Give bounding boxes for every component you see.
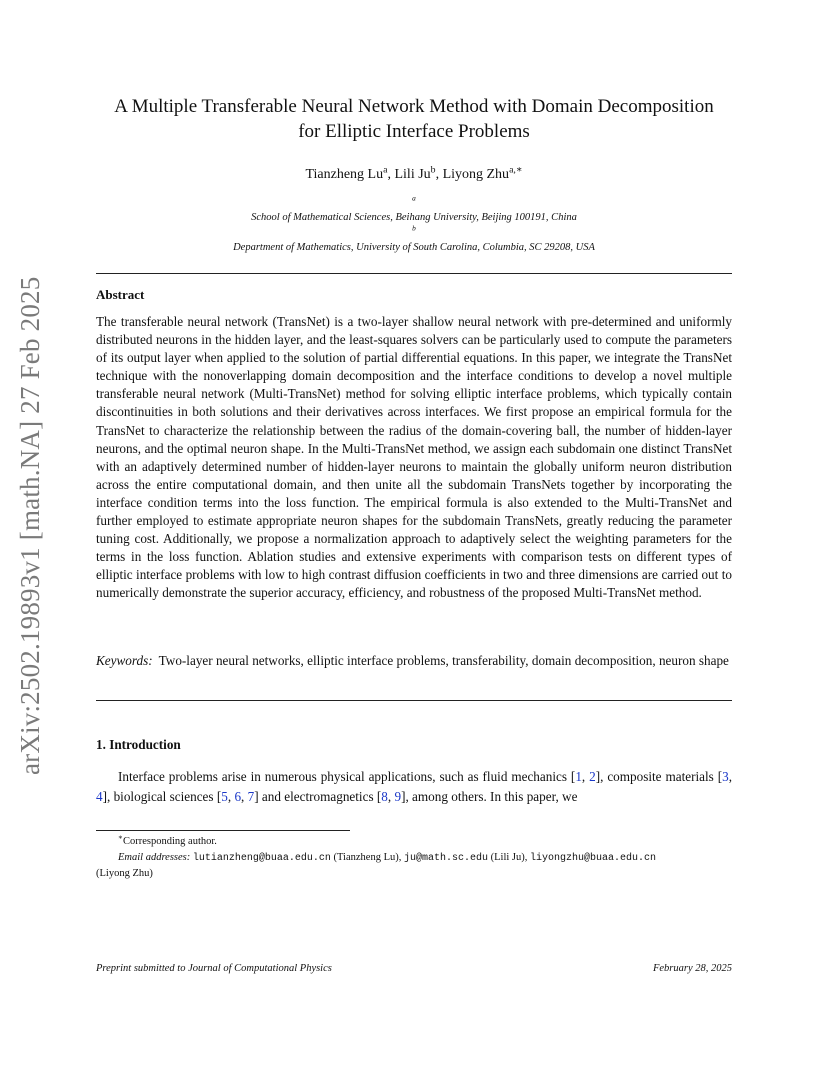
footer-preprint-note: Preprint submitted to Journal of Computational Physics	[96, 963, 332, 974]
citation-link[interactable]: 8	[381, 788, 388, 804]
author-name: Lili Ju	[394, 167, 431, 182]
footnote-text: Corresponding author.	[123, 836, 217, 847]
affiliation-line	[96, 225, 732, 255]
author-list: Tianzheng Lu$^a$, Lili Ju$^b$, Liyong Zhu$^{a,∗}$	[305, 164, 523, 182]
abstract-text: The transferable neural network (TransNet) is a two-layer shallow neural network with pre-determined and uniformly distributed neurons in the hidden layer, and the least-squares solvers can be particularly used to compute the parameters of its output layer when applied to the solution of partial differential equations. In this paper, we integrate the TransNet technique with the nonoverlapping domain decomposition and the interface conditions to develop a novel multiple transferable neural network (Multi-TransNet) method for solving elliptic interface problems, which typically contain discontinuities in both solutions and their derivatives across interfaces. We first propose an empirical formula for the TransNet to characterize the relationship between the radius of the domain-covering ball, the number of hidden-layer neurons, and the optimal neuron shape. In the Multi-TransNet method, we assign each subdomain one distinct TransNet with an adaptively determined number of hidden-layer neurons to maintain the globally uniform neuron distribution across the entire computational domain, and then unite all the subdomain TransNets together by incorporating the interface condition terms into the loss function. The empirical formula is also extended to the Multi-TransNet and further employed to estimate appropriate neuron shapes for the subdomain TransNets, greatly reducing the parameter tuning cost. Additionally, we propose a normalization approach to adaptively select the weighting parameters for the terms in the loss function. Ablation studies and extensive experiments with comparison tests on different types of elliptic interface problems with low to high contrast diffusion coefficients in two and three dimensions are carried out to numerically demonstrate the superior accuracy, efficiency, and robustness of the proposed Multi-TransNet method.	[96, 314, 732, 601]
intro-text: ,	[241, 788, 248, 804]
email-label: Email addresses:	[118, 851, 191, 863]
affiliation-mark: b	[412, 223, 416, 233]
footnote-mark: ∗	[118, 832, 123, 842]
intro-text: ,	[227, 788, 235, 804]
citation-link[interactable]: 7	[247, 788, 255, 804]
footnote-divider	[96, 830, 350, 831]
keywords	[96, 652, 732, 670]
bottom-divider	[96, 700, 732, 701]
citation-link[interactable]: 2	[589, 769, 596, 784]
citation-link[interactable]: 4	[96, 788, 103, 804]
section-heading-introduction: 1. Introduction	[96, 737, 181, 752]
author-name: Liyong Zhu	[442, 167, 510, 182]
affiliation-mark: a	[412, 193, 416, 203]
footer-date: February 28, 2025	[652, 963, 732, 974]
title-line-2: for Elliptic Interface Problems	[298, 121, 530, 142]
email-address[interactable]: ju@math.sc.edu	[404, 852, 489, 864]
author-name: Tianzheng Lu	[305, 167, 384, 182]
intro-text: ], composite materials [	[595, 769, 723, 784]
introduction-paragraph	[96, 767, 732, 806]
author-affil-mark: a,∗	[509, 164, 523, 176]
citation-link[interactable]: 1	[575, 769, 582, 784]
keywords-label: Keywords:	[96, 653, 153, 668]
intro-text: ], among others. In this paper, we	[401, 788, 578, 804]
intro-text: ,	[581, 769, 590, 784]
intro-text: ,	[728, 769, 732, 784]
intro-text: ,	[387, 788, 395, 804]
intro-text: ], biological sciences [	[102, 788, 222, 804]
keywords-text: Two-layer neural networks, elliptic interface problems, transferability, domain decomposition, neuron shape	[158, 653, 729, 668]
top-divider	[96, 273, 732, 274]
citation-link[interactable]: 3	[722, 769, 729, 784]
citation-link[interactable]: 5	[221, 788, 228, 804]
intro-text: Interface problems arise in numerous physical applications, such as fluid mechanics [	[118, 769, 576, 784]
footnote-emails-wrap: (Liyong Zhu)	[96, 868, 153, 879]
affiliation-text: School of Mathematical Sciences, Beihang University, Beijing 100191, China	[251, 212, 577, 223]
title-line-1: A Multiple Transferable Neural Network Method with Domain Decomposition	[114, 96, 714, 117]
citation-link[interactable]: 6	[234, 788, 242, 804]
affiliation-list	[96, 195, 732, 255]
author-affil-mark: a	[383, 164, 388, 176]
abstract-heading: Abstract	[96, 287, 145, 302]
citation-link[interactable]: 9	[394, 788, 402, 804]
email-address[interactable]: lutianzheng@buaa.edu.cn	[192, 852, 331, 864]
affiliation-line	[96, 195, 732, 225]
footnotes	[96, 834, 732, 882]
footnote-emails	[96, 850, 732, 867]
email-owner: (Lili Ju),	[490, 851, 528, 863]
author-affil-mark: b	[430, 164, 436, 176]
arxiv-identifier-stamp: arXiv:2502.19893v1 [math.NA] 27 Feb 2025	[15, 276, 45, 775]
paper-title	[96, 94, 732, 144]
affiliation-text: Department of Mathematics, University of South Carolina, Columbia, SC 29208, USA	[233, 242, 595, 253]
email-owner: (Tianzheng Lu),	[333, 851, 402, 863]
email-address[interactable]: liyongzhu@buaa.edu.cn	[530, 852, 657, 864]
footnote-corresponding	[96, 834, 732, 850]
intro-text: ] and electromagnetics [	[254, 788, 382, 804]
